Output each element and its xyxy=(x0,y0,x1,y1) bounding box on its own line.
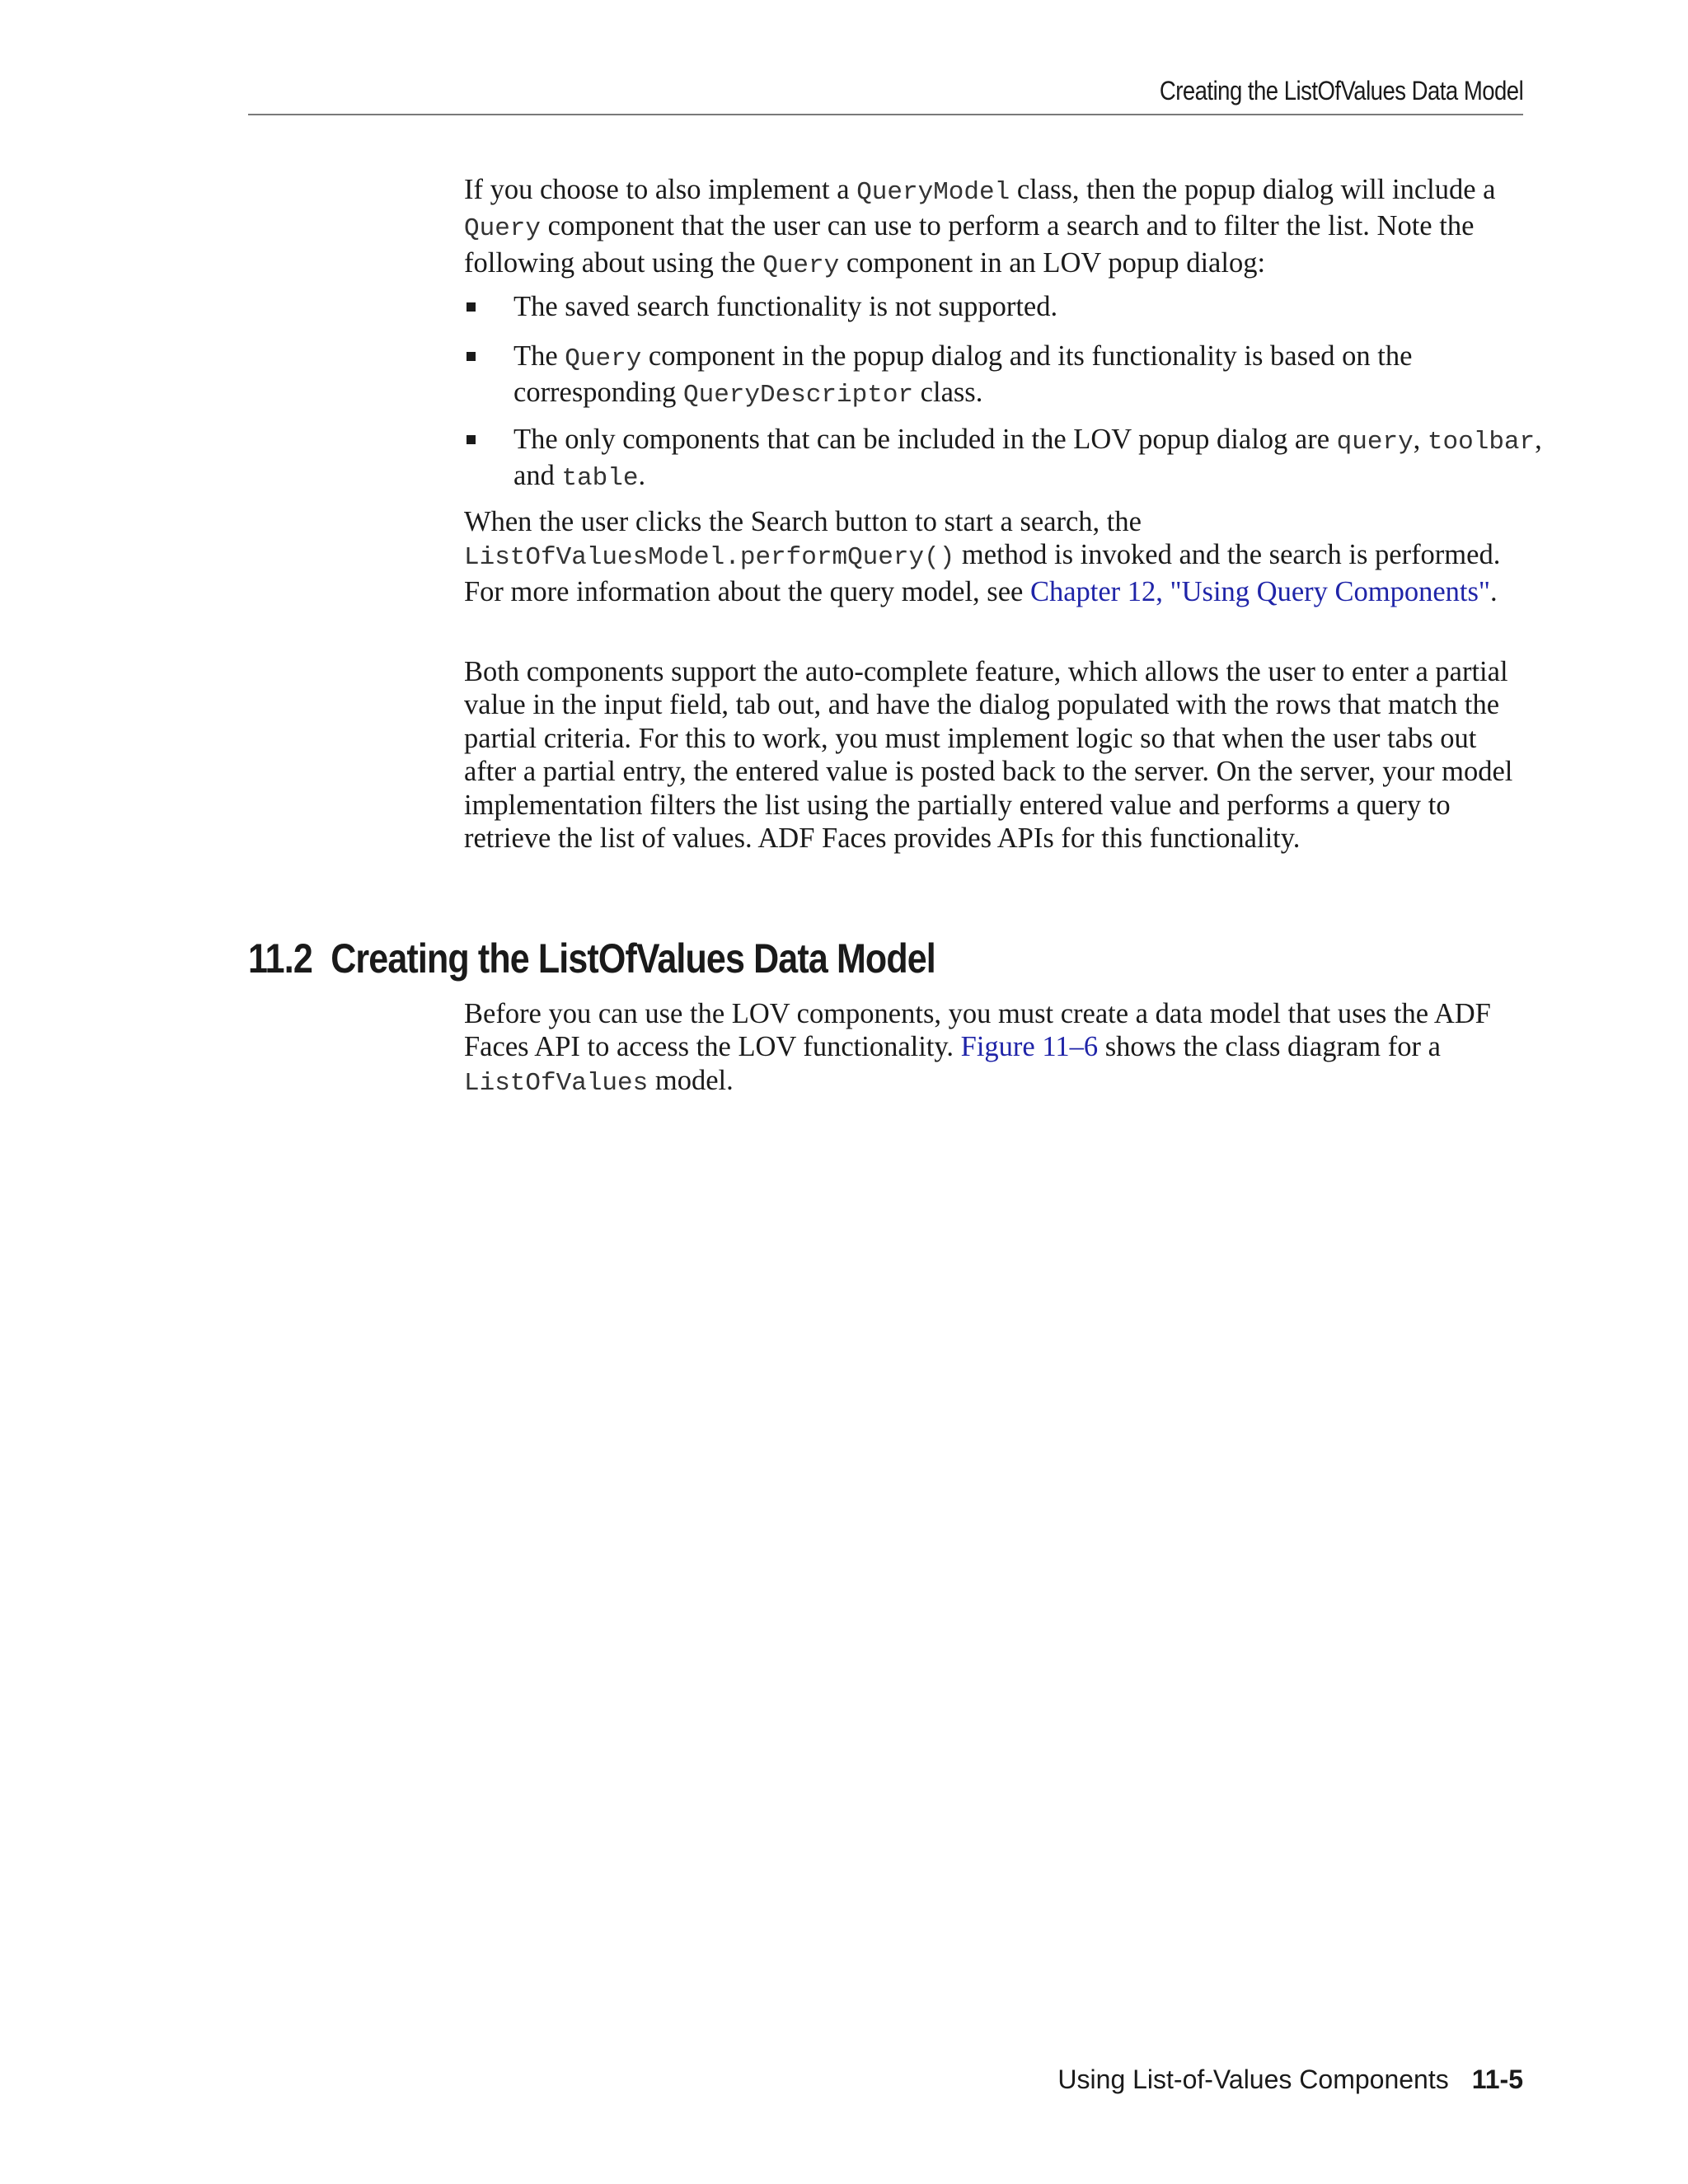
bullet-text: . xyxy=(638,460,646,492)
chapter-12-link[interactable]: Chapter 12, "Using Query Components" xyxy=(1029,575,1491,607)
code-toolbar: toolbar xyxy=(1427,428,1536,457)
code-listofvalues: ListOfValues xyxy=(464,1068,649,1098)
section-text: shows the class diagram for a xyxy=(1098,1031,1441,1063)
page-header xyxy=(248,73,1523,115)
section-title: Creating the ListOfValues Data Model xyxy=(331,935,935,982)
code-query: Query xyxy=(565,344,642,373)
square-bullet-icon xyxy=(467,352,476,361)
code-query-lower: query xyxy=(1336,428,1414,457)
code-querydescriptor: QueryDescriptor xyxy=(683,381,914,410)
page-number: 11-5 xyxy=(1471,2064,1523,2094)
search-text: When the user clicks the Search button to start a search, the xyxy=(464,506,1142,537)
bullet-text: , and xyxy=(513,424,1542,492)
section-number: 11.2 xyxy=(248,935,312,982)
square-bullet-icon xyxy=(467,302,476,312)
intro-text: class, then the popup dialog will include a xyxy=(1010,174,1496,205)
bullet-text: , xyxy=(1413,424,1428,455)
code-performquery: ListOfValuesModel.performQuery() xyxy=(464,543,955,573)
intro-text: component that the user can use to perform a search and to filter the list. Note the following about using the xyxy=(464,210,1475,279)
running-title: Creating the ListOfValues Data Model xyxy=(1159,76,1523,105)
bullet-text: class. xyxy=(913,377,983,409)
autocomplete-text: Both components support the auto-complete feature, which allows the user to enter a partial value in the input field, tab out, and have the dialog populated with the rows that match the partial criteria. For this to work, you must implement logic so that when the user tabs out after a partial entry, the entered value is posted back to the server. On the server, your model implementation filters the list using the partially entered value and performs a query to retrieve the list of values. ADF Faces provides APIs for this functionality. xyxy=(464,656,1513,855)
footer-chapter-title: Using List-of-Values Components xyxy=(1057,2064,1449,2094)
bullet-item xyxy=(464,290,1573,323)
search-text: . xyxy=(1490,575,1498,607)
bullet-text: component in the popup dialog and its functionality is based on the corresponding xyxy=(513,340,1413,409)
autocomplete-paragraph xyxy=(464,655,1523,855)
bullet-text: The saved search functionality is not supported. xyxy=(513,291,1058,322)
section-text: Before you can use the LOV components, you must create a data model that uses the ADF Faces API to access the LOV functionality. xyxy=(464,998,1491,1063)
intro-text: If you choose to also implement a xyxy=(464,174,857,205)
bullet-text: The only components that can be included in the LOV popup dialog are xyxy=(513,424,1337,455)
square-bullet-icon xyxy=(467,435,476,444)
code-query: Query xyxy=(762,251,840,280)
code-querymodel: QueryModel xyxy=(856,178,1010,207)
figure-11-6-link[interactable]: Figure 11–6 xyxy=(960,1031,1099,1063)
intro-paragraph xyxy=(464,173,1523,283)
section-heading xyxy=(248,935,935,982)
bullet-text: The xyxy=(513,340,565,372)
page-footer xyxy=(1057,2064,1523,2095)
section-paragraph xyxy=(464,997,1523,1100)
bullet-item xyxy=(464,423,1573,496)
section-text: model. xyxy=(648,1064,734,1096)
bullet-item xyxy=(464,340,1573,413)
code-query: Query xyxy=(464,214,542,244)
search-text: method is invoked and the search is performed. For more information about the query model, see xyxy=(464,539,1501,607)
intro-text: component in an LOV popup dialog: xyxy=(839,246,1266,279)
code-table: table xyxy=(561,464,639,494)
search-paragraph xyxy=(464,505,1523,608)
